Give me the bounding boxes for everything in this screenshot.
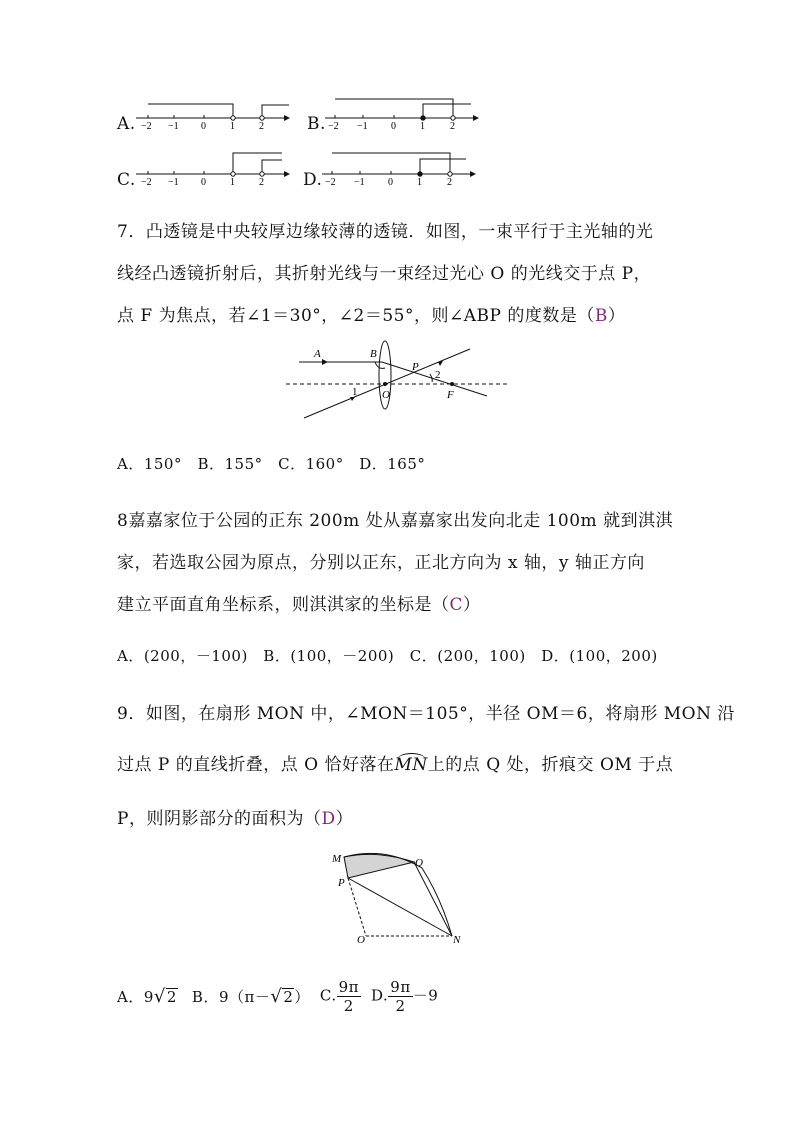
q8-line2: 家，若选取公园为原点，分别以正东，正北方向为 x 轴，y 轴正方向 xyxy=(117,553,645,573)
q9-opt-d xyxy=(371,978,438,1015)
q7-label-f: F xyxy=(447,389,454,401)
q7-line2: 线经凸透镜折射后，其折射光线与一束经过光心 O 的光线交于点 P， xyxy=(117,264,652,284)
numberline-c xyxy=(134,150,294,190)
q9-label-m: M xyxy=(332,853,342,865)
q9-opt-c-frac xyxy=(337,978,361,1015)
nl-d-tick: 2 xyxy=(447,177,452,188)
nl-a-tick: 1 xyxy=(230,121,235,132)
nl-d-tick: 1 xyxy=(417,177,422,188)
numberline-b xyxy=(323,92,483,132)
q9-line2 xyxy=(117,750,673,775)
q7-close: ） xyxy=(607,306,626,326)
q9-options xyxy=(117,973,438,1019)
nl-d-tick: −1 xyxy=(354,177,365,188)
q9-opt-c-den: 2 xyxy=(343,996,354,1015)
nl-d-tick: 0 xyxy=(388,177,393,188)
q7-answer: B xyxy=(594,306,608,326)
nl-option-a xyxy=(117,114,136,134)
q9-line2b: 上的点 Q 处，折痕交 OM 于点 xyxy=(427,755,674,775)
q7-options: A．150° B．155° C．160° D．165° xyxy=(117,455,426,473)
q7-label-b: B xyxy=(370,348,377,360)
q9-opt-d-num: 9π xyxy=(390,977,411,996)
q8-line3-text: 建立平面直角坐标系，则淇淇家的坐标是（ xyxy=(117,595,450,615)
q9-opt-a-prefix: A．9 xyxy=(117,987,154,1006)
numberline-a xyxy=(134,98,294,132)
q7-label-o: O xyxy=(382,389,390,401)
q9-label-q: Q xyxy=(415,857,423,869)
nl-b-tick: −2 xyxy=(328,121,339,132)
q9-opt-a xyxy=(117,986,178,1007)
nl-a-tick: −2 xyxy=(141,121,152,132)
q9-label-o: O xyxy=(357,934,365,946)
q8-options: A．(200，－100) B．(100，－200) C．(200，100) D．(100，200) xyxy=(117,647,658,665)
nl-a-tick: −1 xyxy=(168,121,179,132)
q9-opt-b-rad: 2 xyxy=(283,987,294,1006)
q9-label-n: N xyxy=(453,934,461,946)
q9-opt-b xyxy=(192,986,310,1007)
q8-line1: 8嘉嘉家位于公园的正东 200m 处从嘉嘉家出发向北走 100m 就到淇淇 xyxy=(117,511,674,531)
q9-line3-text: P，则阴影部分的面积为（ xyxy=(117,809,322,829)
nl-c-tick: −1 xyxy=(168,177,179,188)
nl-a-tick: 2 xyxy=(259,121,264,132)
q7-label-2: 2 xyxy=(435,369,441,381)
q9-opt-a-rad: 2 xyxy=(166,987,177,1006)
q7-line1: 7．凸透镜是中央较厚边缘较薄的透镜．如图，一束平行于主光轴的光 xyxy=(117,222,654,242)
q9-sector-figure xyxy=(326,848,476,948)
q9-line3 xyxy=(117,804,353,829)
nl-b-tick: 2 xyxy=(450,121,455,132)
q7-lens-figure xyxy=(284,338,514,428)
numberline-d xyxy=(320,148,480,190)
nl-c-tick: 2 xyxy=(259,177,264,188)
q7-line3-text: 点 F 为焦点，若∠1＝30°，∠2＝55°，则∠ABP 的度数是（ xyxy=(117,306,595,326)
q9-opt-d-den: 2 xyxy=(395,996,406,1015)
nl-b-tick: −1 xyxy=(357,121,368,132)
q9-line1: 9．如图，在扇形 MON 中，∠MON＝105°，半径 OM＝6，将扇形 MON 沿 xyxy=(117,704,735,724)
q7-label-a: A xyxy=(314,348,321,360)
q9-opt-b-prefix: B．9（π－ xyxy=(191,987,271,1006)
q9-opt-b-close: ） xyxy=(294,987,310,1006)
q8-close: ） xyxy=(463,595,481,615)
nl-b-tick: 1 xyxy=(420,121,425,132)
q8-line3 xyxy=(117,590,481,615)
nl-option-c xyxy=(117,170,136,190)
q7-line3 xyxy=(117,301,625,326)
q9-label-p: P xyxy=(338,877,345,889)
radical-icon: √ xyxy=(153,985,166,1007)
nl-b-tick: 0 xyxy=(391,121,396,132)
nl-d-label: D. xyxy=(303,170,323,190)
nl-d-tick: −2 xyxy=(325,177,336,188)
q9-answer: D xyxy=(321,809,336,829)
q9-opt-d-suffix: －9 xyxy=(412,986,439,1004)
nl-c-tick: −2 xyxy=(141,177,152,188)
q7-label-1: 1 xyxy=(352,386,358,398)
nl-c-tick: 0 xyxy=(201,177,206,188)
q9-opt-c xyxy=(320,978,361,1015)
radical-icon: √ xyxy=(270,985,283,1007)
nl-a-tick: 0 xyxy=(201,121,206,132)
q8-answer: C xyxy=(449,595,464,615)
q9-arc-mn: MN xyxy=(394,755,428,775)
nl-b-label: B. xyxy=(307,114,326,134)
q9-line2a: 过点 P 的直线折叠，点 O 恰好落在 xyxy=(117,755,395,775)
nl-a-label: A. xyxy=(117,114,136,134)
q9-opt-c-prefix: C. xyxy=(319,986,337,1004)
nl-c-label: C. xyxy=(117,170,136,190)
q7-label-p: P xyxy=(412,361,419,373)
nl-c-tick: 1 xyxy=(230,177,235,188)
q9-opt-c-num: 9π xyxy=(338,977,360,996)
q9-opt-d-frac xyxy=(388,978,412,1015)
q9-close: ） xyxy=(335,809,354,829)
q9-opt-d-prefix: D. xyxy=(371,986,389,1004)
